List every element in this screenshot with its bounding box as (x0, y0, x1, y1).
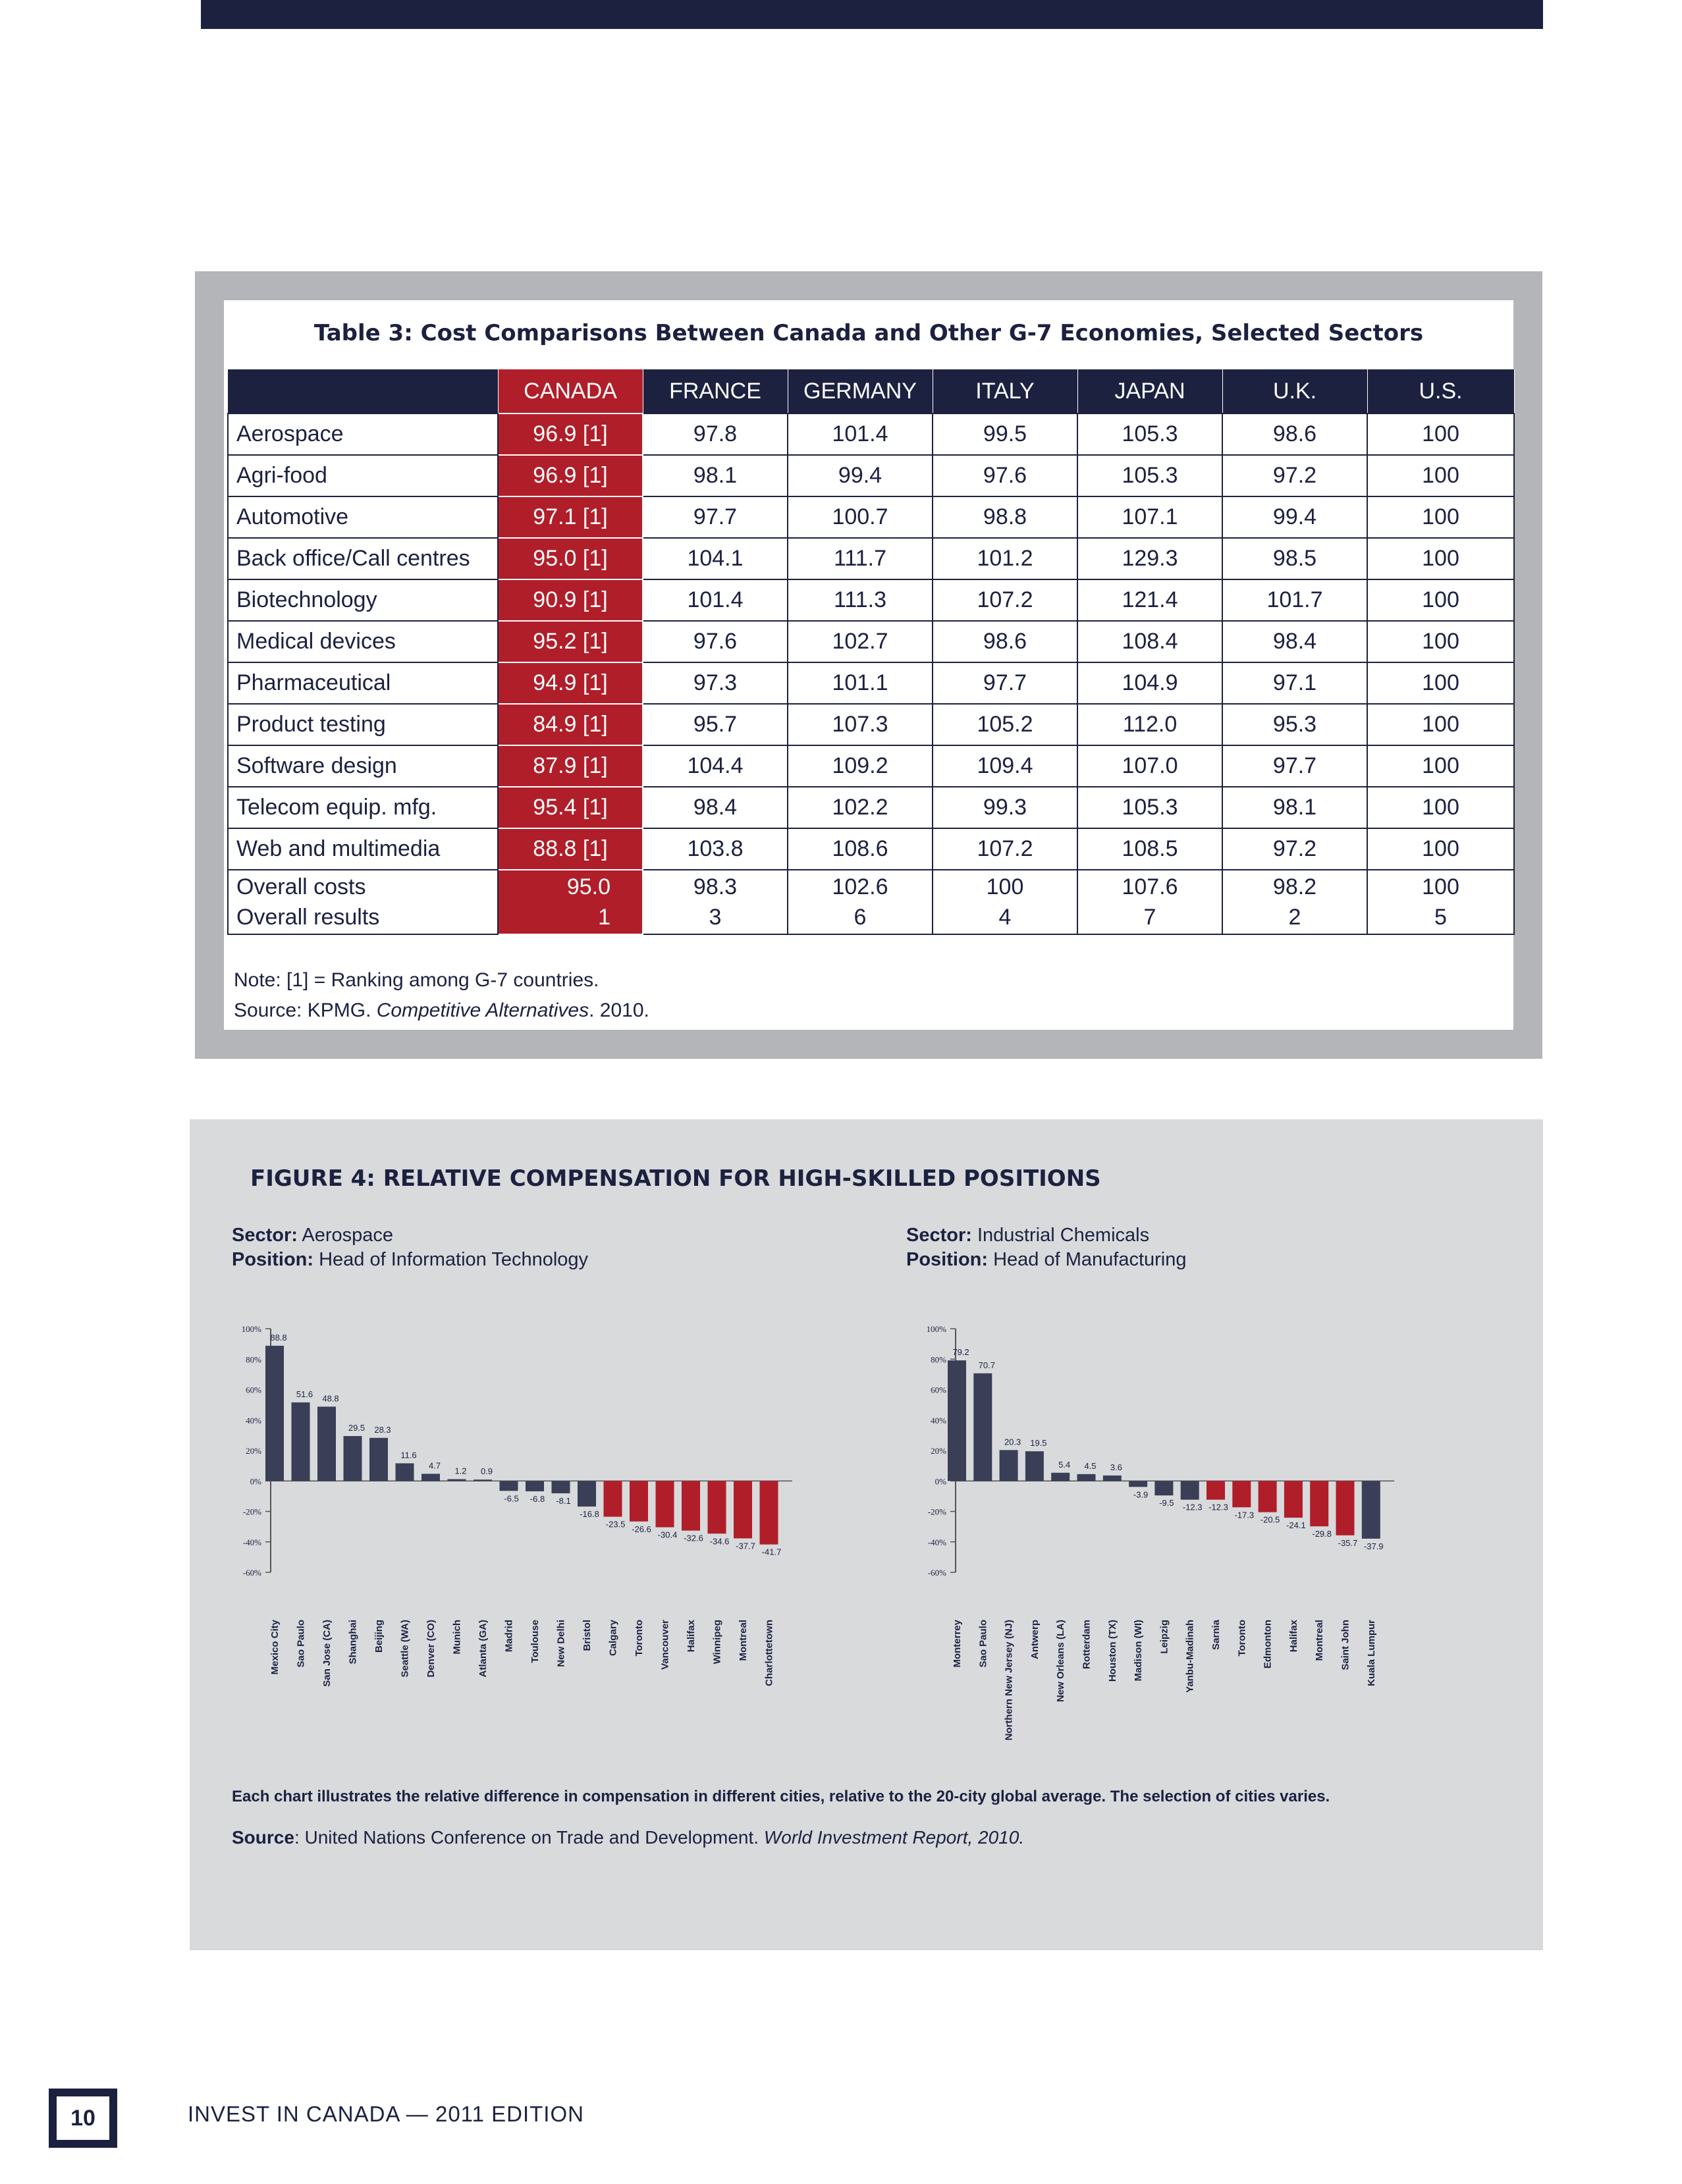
city-label: Seattle (WA) (399, 1620, 411, 1678)
overall-cost-value: 100 (986, 874, 1024, 899)
city-label: Madrid (503, 1620, 515, 1653)
overall-result-value: 4 (998, 905, 1012, 930)
value-cell: 87.9 [1] (498, 745, 643, 787)
table-row (228, 579, 1514, 621)
value-cell: 105.3 (1077, 413, 1222, 455)
value-cell: 101.4 (643, 579, 788, 621)
table-title: Table 3: Cost Comparisons Between Canada and Other G-7 Economies, Selected Sectors (313, 320, 1424, 346)
data-label: 4.7 (428, 1460, 441, 1471)
overall-cost-value: 100 (1422, 874, 1459, 899)
bar (1336, 1481, 1355, 1535)
value-cell: 109.4 (933, 745, 1077, 787)
city-label: Denver (CO) (425, 1620, 437, 1678)
value-cell: 96.9 [1] (498, 413, 643, 455)
data-label: 88.8 (270, 1332, 287, 1343)
bar (656, 1481, 674, 1527)
city-label: Shanghai (347, 1620, 359, 1665)
figure-caption: Each chart illustrates the relative difference in compensation in different cities, relative to the 20-city global average. The selection of cities varies. (232, 1788, 1330, 1805)
sector-cell: Telecom equip. mfg. (228, 787, 498, 828)
overall-row (228, 870, 1514, 934)
table-row (228, 413, 1514, 455)
overall-result-value: 2 (1288, 905, 1301, 930)
value-cell: 100 (1367, 496, 1514, 538)
value-cell: 107.0 (1077, 745, 1222, 787)
overall-cell (643, 870, 788, 934)
bar (708, 1481, 726, 1533)
overall-cost-value: 95.0 (566, 874, 610, 899)
overall-cost-value: 98.3 (693, 874, 738, 899)
value-cell: 99.4 (1222, 496, 1367, 538)
value-cell: 111.7 (788, 538, 933, 579)
sector-cell: Medical devices (228, 621, 498, 662)
chart-1-position: Position: Head of Information Technology (232, 1249, 589, 1270)
value-cell: 100 (1367, 745, 1514, 787)
bar (973, 1373, 992, 1481)
header-uk: U.K. (1222, 369, 1367, 413)
data-label: 20.3 (1004, 1437, 1021, 1447)
table-header-row (228, 369, 1514, 413)
table-row (228, 828, 1514, 870)
value-cell: 121.4 (1077, 579, 1222, 621)
bar (1181, 1481, 1199, 1499)
y-tick-label: 0% (250, 1476, 261, 1487)
value-cell: 105.3 (1077, 787, 1222, 828)
city-label: Mexico City (269, 1620, 281, 1675)
data-label: 28.3 (374, 1424, 391, 1435)
city-label: Halifax (686, 1620, 697, 1653)
city-label: Antwerp (1029, 1620, 1041, 1659)
overall-label-cell (228, 870, 498, 934)
table-note (234, 965, 649, 1026)
overall-cell (788, 870, 933, 934)
bar (1129, 1481, 1147, 1487)
overall-cost-value: 107.6 (1122, 874, 1178, 899)
overall-cost-value: 102.6 (832, 874, 888, 899)
table-row (228, 787, 1514, 828)
table-row (228, 662, 1514, 704)
value-cell: 101.4 (788, 413, 933, 455)
y-tick-label: 100% (926, 1324, 946, 1334)
value-cell: 97.6 (933, 455, 1077, 496)
y-tick-label: -40% (242, 1537, 261, 1547)
bar (948, 1360, 966, 1481)
bar (1077, 1474, 1096, 1481)
value-cell: 97.2 (1222, 455, 1367, 496)
data-label: -6.5 (504, 1493, 519, 1504)
data-label: -30.4 (657, 1530, 678, 1540)
value-cell: 107.2 (933, 579, 1077, 621)
value-cell: 105.3 (1077, 455, 1222, 496)
top-color-bar (201, 0, 1543, 29)
value-cell: 109.2 (788, 745, 933, 787)
cost-comparison-table (227, 369, 1515, 935)
header-france: FRANCE (643, 369, 788, 413)
city-label: Vancouver (659, 1620, 671, 1670)
bar (265, 1346, 284, 1481)
data-label: -23.5 (605, 1519, 626, 1530)
data-label: 19.5 (1030, 1438, 1047, 1449)
value-cell: 100 (1367, 413, 1514, 455)
overall-cell (498, 870, 643, 934)
y-tick-label: -60% (927, 1568, 946, 1578)
data-label: 48.8 (322, 1393, 339, 1404)
value-cell: 104.1 (643, 538, 788, 579)
bar (734, 1481, 752, 1538)
header-japan: JAPAN (1077, 369, 1222, 413)
data-label: -26.6 (632, 1524, 651, 1534)
data-label: -17.3 (1234, 1510, 1255, 1520)
bar (448, 1479, 466, 1481)
overall-result-value: 6 (854, 905, 867, 930)
value-cell: 98.5 (1222, 538, 1367, 579)
bar (1000, 1450, 1018, 1481)
overall-cell (1077, 870, 1222, 934)
value-cell: 107.3 (788, 704, 933, 745)
value-cell: 97.8 (643, 413, 788, 455)
value-cell: 98.1 (643, 455, 788, 496)
data-label: -29.8 (1312, 1529, 1332, 1539)
value-cell: 100.7 (788, 496, 933, 538)
bar (1051, 1473, 1070, 1481)
data-label: -35.7 (1338, 1537, 1358, 1548)
data-label: 1.2 (454, 1466, 467, 1476)
data-label: -16.8 (580, 1509, 599, 1520)
value-cell: 112.0 (1077, 704, 1222, 745)
data-label: 11.6 (400, 1450, 417, 1460)
bar (526, 1481, 544, 1491)
value-cell: 97.7 (1222, 745, 1367, 787)
bar (1103, 1476, 1122, 1481)
sector-cell: Biotechnology (228, 579, 498, 621)
value-cell: 100 (1367, 787, 1514, 828)
overall-costs-label: Overall costs (236, 874, 366, 899)
y-tick-label: 20% (246, 1446, 261, 1456)
bar (396, 1463, 414, 1481)
data-label: 70.7 (978, 1360, 995, 1370)
city-label: New Orleans (LA) (1055, 1620, 1067, 1703)
data-label: -41.7 (761, 1547, 782, 1557)
sector-cell: Back office/Call centres (228, 538, 498, 579)
overall-result-value: 3 (709, 905, 722, 930)
table-row (228, 745, 1514, 787)
overall-cell (1367, 870, 1514, 934)
y-tick-label: 60% (931, 1385, 946, 1395)
data-label: -3.9 (1133, 1489, 1149, 1500)
y-tick-label: 60% (246, 1385, 261, 1395)
data-label: -20.5 (1260, 1514, 1280, 1525)
city-label: Munich (451, 1620, 463, 1655)
city-label: Leipzig (1158, 1620, 1170, 1654)
value-cell: 96.9 [1] (498, 455, 643, 496)
value-cell: 98.4 (643, 787, 788, 828)
city-label: Toulouse (529, 1620, 541, 1663)
city-label: Charlottetown (763, 1620, 775, 1686)
bar (1362, 1481, 1380, 1539)
data-label: 3.6 (1110, 1462, 1122, 1472)
data-label: 79.2 (952, 1347, 969, 1358)
y-tick-label: 80% (246, 1354, 261, 1365)
value-cell: 95.3 (1222, 704, 1367, 745)
bar (552, 1481, 570, 1493)
value-cell: 108.5 (1077, 828, 1222, 870)
value-cell: 107.1 (1077, 496, 1222, 538)
y-tick-label: 40% (246, 1415, 261, 1425)
bar (1310, 1481, 1328, 1526)
table-row (228, 621, 1514, 662)
bar (760, 1481, 778, 1544)
table-row (228, 496, 1514, 538)
value-cell: 97.3 (643, 662, 788, 704)
city-label: Montreal (1314, 1620, 1326, 1661)
city-label: Sao Paulo (295, 1620, 307, 1668)
overall-result-value: 1 (598, 905, 610, 930)
value-cell: 99.5 (933, 413, 1077, 455)
city-label: Sao Paulo (977, 1620, 989, 1668)
value-cell: 104.4 (643, 745, 788, 787)
value-cell: 97.2 (1222, 828, 1367, 870)
city-label: Toronto (1236, 1620, 1248, 1657)
value-cell: 84.9 [1] (498, 704, 643, 745)
value-cell: 94.9 [1] (498, 662, 643, 704)
value-cell: 97.6 (643, 621, 788, 662)
value-cell: 108.6 (788, 828, 933, 870)
sector-cell: Agri-food (228, 455, 498, 496)
value-cell: 88.8 [1] (498, 828, 643, 870)
value-cell: 95.2 [1] (498, 621, 643, 662)
city-label: Sarnia (1210, 1620, 1222, 1650)
bar (421, 1474, 440, 1481)
data-label: -37.7 (736, 1541, 755, 1551)
sector-cell: Automotive (228, 496, 498, 538)
page-number-box (49, 2089, 117, 2148)
y-tick-label: 20% (931, 1446, 946, 1456)
value-cell: 100 (1367, 621, 1514, 662)
table-row (228, 455, 1514, 496)
city-label: Houston (TX) (1106, 1620, 1118, 1682)
data-label: -6.8 (529, 1493, 545, 1504)
city-label: Rotterdam (1081, 1620, 1093, 1670)
industrial-chemicals-compensation-chart (868, 1119, 1543, 1778)
overall-results-label: Overall results (236, 905, 380, 930)
city-label: Kuala Lumpur (1365, 1620, 1377, 1686)
table-note-ranking: Note: [1] = Ranking among G-7 countries. (234, 969, 599, 991)
value-cell: 98.4 (1222, 621, 1367, 662)
bar (369, 1438, 388, 1481)
header-germany: GERMANY (788, 369, 933, 413)
city-label: Bristol (582, 1620, 593, 1651)
value-cell: 105.2 (933, 704, 1077, 745)
value-cell: 101.7 (1222, 579, 1367, 621)
cost-table-frame (195, 271, 1542, 1059)
figure-panel (190, 1119, 1543, 1950)
y-tick-label: 100% (241, 1324, 261, 1334)
city-label: Madison (WI) (1133, 1620, 1145, 1682)
data-label: 4.5 (1084, 1460, 1097, 1471)
y-tick-label: -20% (927, 1506, 946, 1517)
header-us: U.S. (1367, 369, 1514, 413)
header-italy: ITALY (933, 369, 1077, 413)
value-cell: 95.7 (643, 704, 788, 745)
value-cell: 108.4 (1077, 621, 1222, 662)
data-label: -34.6 (709, 1536, 730, 1547)
data-label: -8.1 (556, 1495, 571, 1506)
value-cell: 98.6 (933, 621, 1077, 662)
table-source: Source: KPMG. Competitive Alternatives. 2010. (234, 999, 649, 1021)
overall-result-value: 7 (1143, 905, 1156, 930)
table-row (228, 538, 1514, 579)
page-number: 10 (57, 2096, 109, 2140)
chart-1-sector: Sector: Aerospace (232, 1225, 394, 1246)
bar (1259, 1481, 1277, 1512)
y-tick-label: 0% (935, 1476, 946, 1487)
chart-2-position: Position: Head of Manufacturing (906, 1249, 1187, 1270)
city-label: San Jose (CA) (321, 1620, 333, 1687)
city-label: Montreal (738, 1620, 749, 1661)
bar (1284, 1481, 1303, 1518)
city-label: Northern New Jersey (NJ) (1003, 1620, 1015, 1741)
bar (682, 1481, 700, 1530)
figure-title: FIGURE 4: RELATIVE COMPENSATION FOR HIGH-SKILLED POSITIONS (250, 1165, 1101, 1192)
data-label: 0.9 (480, 1466, 493, 1477)
value-cell: 95.4 [1] (498, 787, 643, 828)
data-label: -12.3 (1208, 1502, 1228, 1512)
value-cell: 95.0 [1] (498, 538, 643, 579)
city-label: Atlanta (GA) (477, 1620, 489, 1678)
y-tick-label: -60% (242, 1568, 261, 1578)
value-cell: 129.3 (1077, 538, 1222, 579)
value-cell: 97.7 (933, 662, 1077, 704)
value-cell: 99.3 (933, 787, 1077, 828)
data-label: 29.5 (348, 1423, 366, 1433)
figure-source: Source: United Nations Conference on Trade and Development. World Investment Report, 2010. (232, 1827, 1025, 1848)
value-cell: 97.1 [1] (498, 496, 643, 538)
value-cell: 104.9 (1077, 662, 1222, 704)
y-tick-label: 40% (931, 1415, 946, 1425)
city-label: Monterrey (952, 1620, 963, 1668)
chart-2-sector: Sector: Industrial Chemicals (906, 1225, 1150, 1246)
bar (474, 1479, 492, 1481)
bar (1025, 1451, 1044, 1481)
footer-publication: INVEST IN CANADA — 2011 EDITION (188, 2102, 584, 2126)
value-cell: 100 (1367, 828, 1514, 870)
value-cell: 103.8 (643, 828, 788, 870)
y-tick-label: 80% (931, 1354, 946, 1365)
data-label: -12.3 (1182, 1502, 1203, 1512)
bar (1232, 1481, 1251, 1507)
city-label: New Delhi (555, 1620, 567, 1667)
y-tick-label: -40% (927, 1537, 946, 1547)
value-cell: 111.3 (788, 579, 933, 621)
overall-cost-value: 98.2 (1272, 874, 1317, 899)
city-label: Yanbu-Madinah (1184, 1620, 1196, 1693)
bar (500, 1481, 518, 1491)
value-cell: 98.1 (1222, 787, 1367, 828)
value-cell: 100 (1367, 538, 1514, 579)
city-label: Edmonton (1262, 1620, 1274, 1669)
bar (344, 1436, 362, 1481)
bar (1207, 1481, 1225, 1499)
city-label: Halifax (1288, 1620, 1299, 1653)
city-label: Calgary (607, 1620, 619, 1657)
value-cell: 100 (1367, 455, 1514, 496)
data-label: -37.9 (1363, 1541, 1384, 1551)
value-cell: 100 (1367, 579, 1514, 621)
city-label: Saint John (1340, 1620, 1351, 1670)
value-cell: 102.7 (788, 621, 933, 662)
bar (630, 1481, 648, 1522)
city-label: Toronto (634, 1620, 645, 1657)
value-cell: 100 (1367, 704, 1514, 745)
sector-cell: Web and multimedia (228, 828, 498, 870)
value-cell: 98.6 (1222, 413, 1367, 455)
bar (317, 1406, 336, 1481)
y-tick-label: -20% (242, 1506, 261, 1517)
aerospace-compensation-chart (190, 1119, 868, 1778)
data-label: 51.6 (296, 1389, 313, 1399)
data-label: -24.1 (1286, 1520, 1306, 1530)
value-cell: 99.4 (788, 455, 933, 496)
header-canada: CANADA (498, 369, 643, 413)
sector-cell: Product testing (228, 704, 498, 745)
cost-table-panel (224, 300, 1513, 1030)
value-cell: 97.7 (643, 496, 788, 538)
value-cell: 102.2 (788, 787, 933, 828)
bar (292, 1402, 310, 1481)
data-label: 5.4 (1058, 1459, 1071, 1470)
sector-cell: Aerospace (228, 413, 498, 455)
overall-cell (1222, 870, 1367, 934)
bar (1154, 1481, 1173, 1495)
value-cell: 100 (1367, 662, 1514, 704)
sector-cell: Pharmaceutical (228, 662, 498, 704)
overall-cell (933, 870, 1077, 934)
data-label: -32.6 (684, 1533, 703, 1543)
table-row (228, 704, 1514, 745)
value-cell: 107.2 (933, 828, 1077, 870)
bar (578, 1481, 596, 1506)
value-cell: 101.1 (788, 662, 933, 704)
value-cell: 97.1 (1222, 662, 1367, 704)
bar (604, 1481, 622, 1516)
overall-result-value: 5 (1434, 905, 1447, 930)
city-label: Beijing (373, 1620, 385, 1653)
value-cell: 98.8 (933, 496, 1077, 538)
sector-cell: Software design (228, 745, 498, 787)
value-cell: 90.9 [1] (498, 579, 643, 621)
value-cell: 101.2 (933, 538, 1077, 579)
city-label: Winnipeg (711, 1620, 723, 1665)
header-sector (228, 369, 498, 413)
data-label: -9.5 (1159, 1498, 1174, 1508)
